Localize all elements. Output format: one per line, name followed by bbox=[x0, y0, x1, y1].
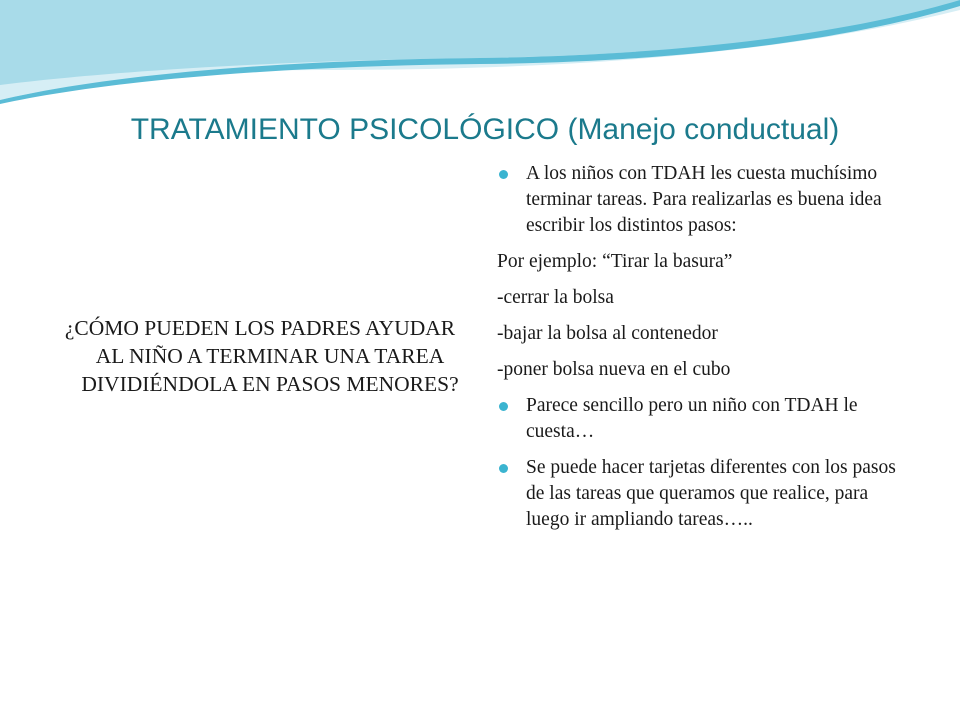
bullet-item bbox=[497, 393, 907, 445]
bullet-dot-icon bbox=[499, 170, 508, 179]
question-paragraph: ¿CÓMO PUEDEN LOS PADRES AYUDAR AL NIÑO A TERMINAR UNA TAREA DIVIDIÉNDOLA EN PASOS MENORES? bbox=[64, 316, 459, 396]
question-text bbox=[60, 314, 460, 398]
bullet-dot-icon bbox=[499, 402, 508, 411]
bullet-item bbox=[497, 161, 907, 239]
bullet-text: Se puede hacer tarjetas diferentes con los pasos de las tareas que queramos que realice, para luego ir ampliando tareas….. bbox=[526, 457, 896, 530]
example-line: -poner bolsa nueva en el cubo bbox=[497, 359, 731, 380]
bullet-text: A los niños con TDAH les cuesta muchísimo terminar tareas. Para realizarlas es buena idea escribir los distintos pasos: bbox=[526, 163, 882, 236]
header-waves bbox=[0, 0, 960, 110]
bullet-text: Parece sencillo pero un niño con TDAH le cuesta… bbox=[526, 395, 858, 442]
example-line: -bajar la bolsa al contenedor bbox=[497, 323, 718, 344]
bullet-dot-icon bbox=[499, 464, 508, 473]
example-line: -cerrar la bolsa bbox=[497, 287, 614, 308]
bullet-item bbox=[497, 455, 907, 533]
example-line: Por ejemplo: “Tirar la basura” bbox=[497, 251, 733, 272]
slide-title: TRATAMIENTO PSICOLÓGICO (Manejo conductual) bbox=[130, 113, 840, 146]
content-column bbox=[497, 161, 907, 543]
